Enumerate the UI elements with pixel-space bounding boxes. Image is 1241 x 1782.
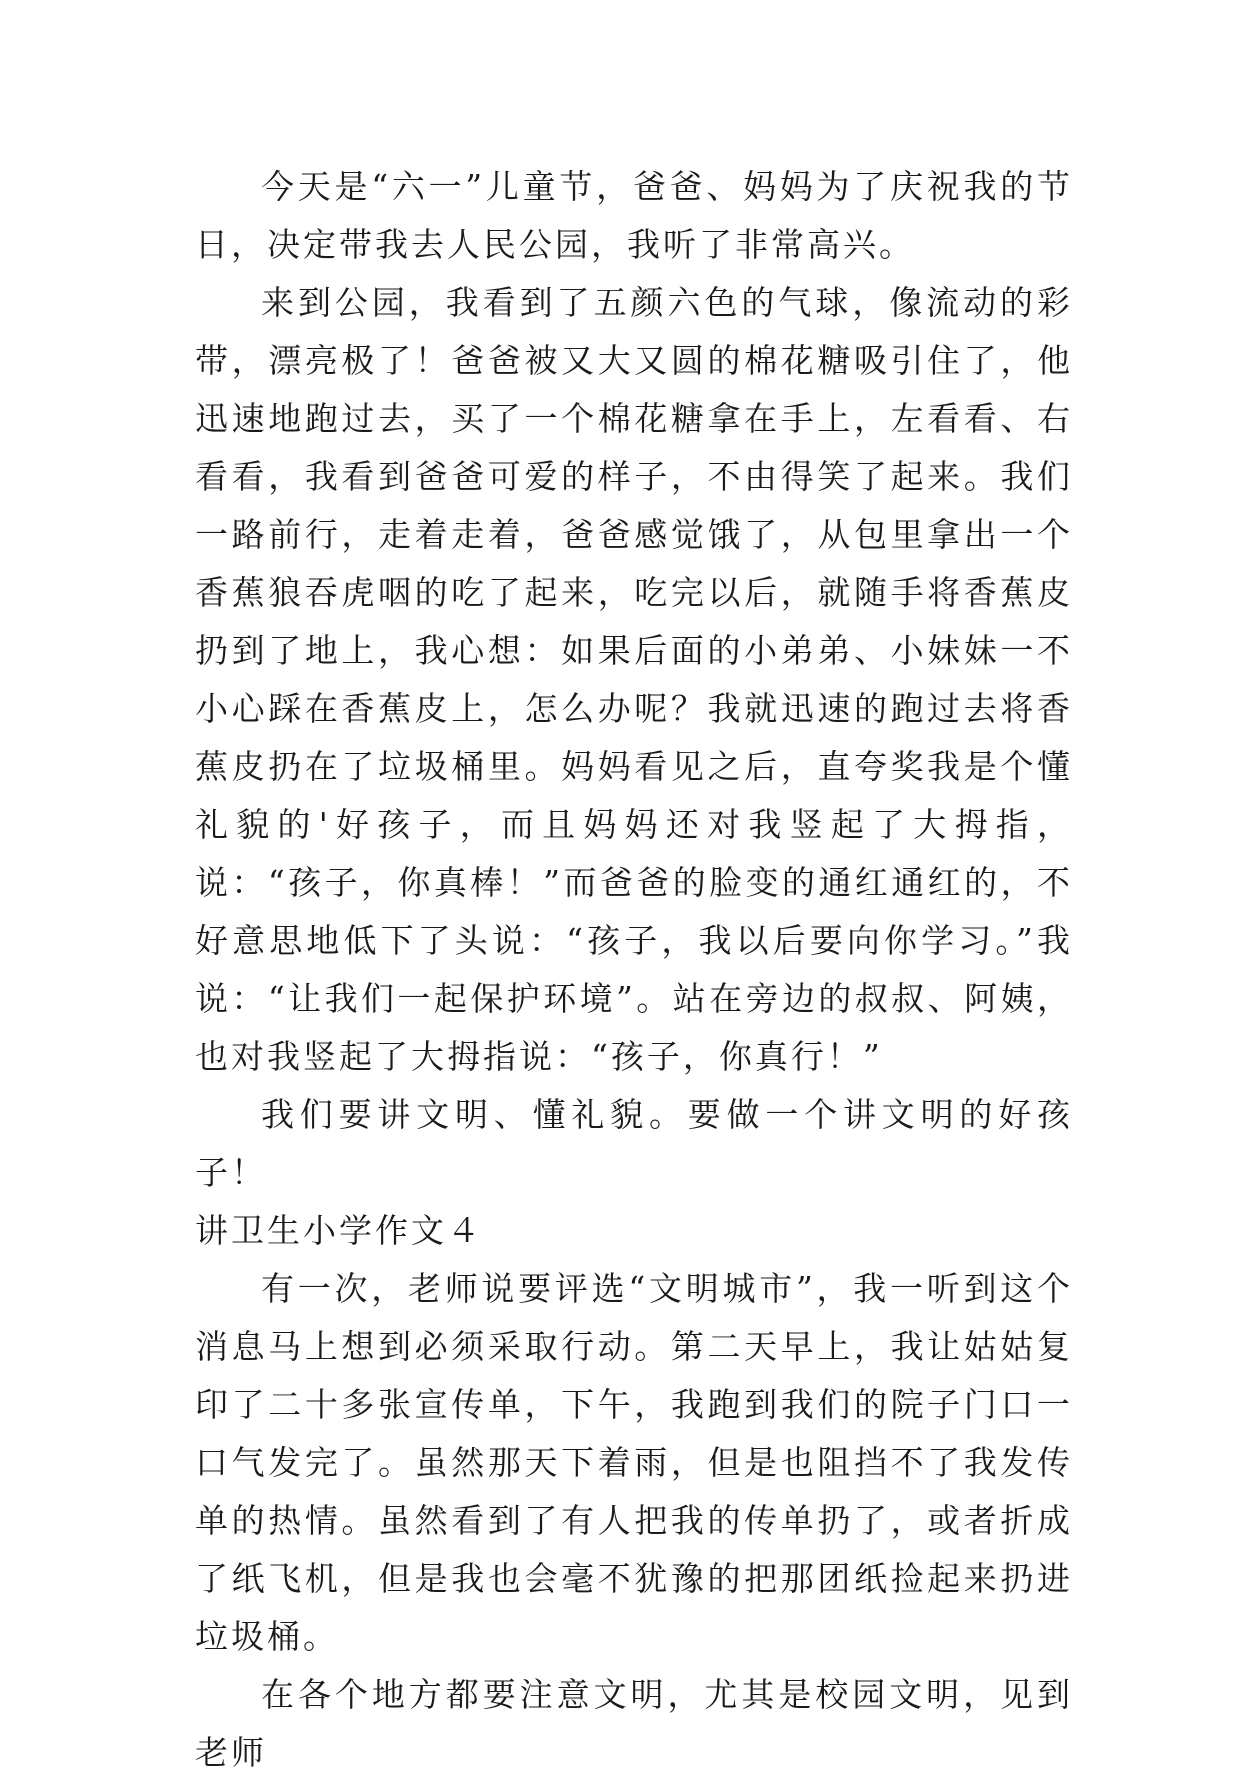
paragraph-5: 在各个地方都要注意文明，尤其是校园文明，见到老师 xyxy=(195,1675,1073,1772)
document-body xyxy=(195,158,1073,1782)
paragraph-3: 我们要讲文明、懂礼貌。要做一个讲文明的好孩子！ xyxy=(195,1095,1073,1192)
paragraph-1: 今天是“六一”儿童节，爸爸、妈妈为了庆祝我的节日，决定带我去人民公园，我听了非常高兴。 xyxy=(195,167,1073,264)
section-heading: 讲卫生小学作文４ xyxy=(195,1211,483,1250)
paragraph-4: 有一次，老师说要评选“文明城市”，我一听到这个消息马上想到必须采取行动。第二天早上，我让姑姑复印了二十多张宣传单，下午，我跑到我们的院子门口一口气发完了。虽然那天下着雨，但是也阻挡不了我发传单的热情。虽然看到了有人把我的传单扔了，或者折成了纸飞机，但是我也会毫不犹豫的把那团纸捡起来扔进垃圾桶。 xyxy=(195,1269,1073,1656)
paragraph-2: 来到公园，我看到了五颜六色的气球，像流动的彩带，漂亮极了！爸爸被又大又圆的棉花糖吸引住了，他迅速地跑过去，买了一个棉花糖拿在手上，左看看、右看看，我看到爸爸可爱的样子，不由得笑了起来。我们一路前行，走着走着，爸爸感觉饿了，从包里拿出一个香蕉狼吞虎咽的吃了起来，吃完以后，就随手将香蕉皮扔到了地上，我心想：如果后面的小弟弟、小妹妹一不小心踩在香蕉皮上，怎么办呢？我就迅速的跑过去将香蕉皮扔在了垃圾桶里。妈妈看见之后，直夸奖我是个懂礼貌的'好孩子，而且妈妈还对我竖起了大拇指，说：“孩子，你真棒！”而爸爸的脸变的通红通红的，不好意思地低下了头说：“孩子，我以后要向你学习。”我说：“让我们一起保护环境”。站在旁边的叔叔、阿姨，也对我竖起了大拇指说：“孩子，你真行！” xyxy=(195,283,1073,1076)
